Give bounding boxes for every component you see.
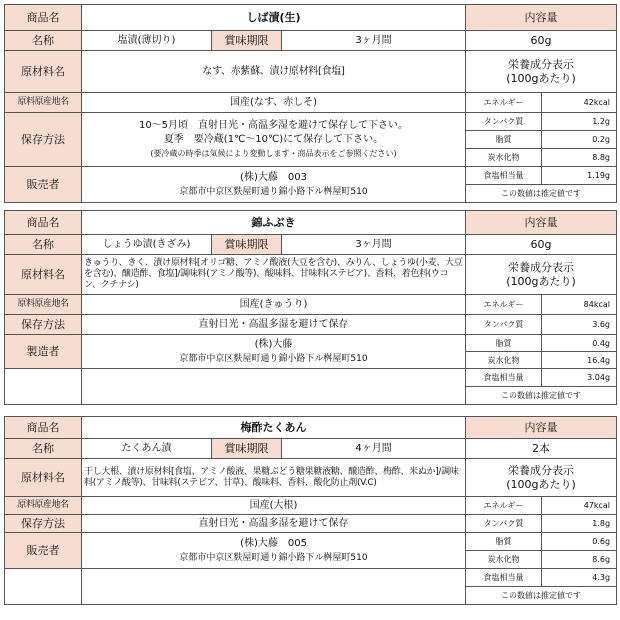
best-before-header: 賞味期限 [212,439,282,459]
storage-line: 10〜5月頃 直射日光・高温多湿を避けて保存して下さい。 [138,119,409,131]
nutrition-title [466,255,617,295]
nutrition-label: 脂質 [466,533,542,551]
nutrition-value: 84kcal [542,295,617,315]
seller-header: 製造者 [5,335,82,369]
product-label-shibazuke [4,4,616,203]
estimate-note: この数値は推定値です [466,587,617,605]
nutrition-value: 8.6g [542,551,617,569]
product-name: 梅酢たくあん [82,417,466,439]
seller-value [82,533,466,569]
ingredients-value: なす、赤紫蘇、漬け原材料[食塩] [82,51,466,93]
nutrition-label: タンパク質 [466,113,542,131]
nutrition-label: 炭水化物 [466,149,542,167]
nutrition-label: 脂質 [466,131,542,149]
nutrition-label: 炭水化物 [466,352,542,369]
seller-name: (株)大藤 003 [240,171,307,183]
nutrition-value: 0.6g [542,533,617,551]
category-value: しょうゆ漬(きざみ) [82,235,212,255]
nutrition-label: 食塩相当量 [466,569,542,587]
origin-value: 国産(きゅうり) [82,295,466,315]
estimate-note: この数値は推定値です [466,185,617,203]
nutrition-value: 0.2g [542,131,617,149]
best-before-header: 賞味期限 [212,235,282,255]
blank-cell [82,569,466,605]
ingredients-header: 原材料名 [5,459,82,497]
best-before-value: 3ヶ月間 [282,31,466,51]
nutrition-title [466,51,617,93]
seller-header: 販売者 [5,167,82,203]
origin-header: 原料原産地名 [5,93,82,113]
storage-value: 直射日光・高温多湿を避けて保存 [82,515,466,533]
storage-line: 夏季 要冷蔵(1℃〜10℃)にて保存して下さい。 [163,133,384,145]
product-label-umezu-takuan [4,416,616,605]
storage-header: 保存方法 [5,515,82,533]
product-name-header: 商品名 [5,417,82,439]
nutrition-title-line2: (100gあたり) [506,71,576,85]
storage-header: 保存方法 [5,315,82,335]
origin-header: 原料原産地名 [5,295,82,315]
nutrition-value: 16.4g [542,352,617,369]
amount-value: 60g [466,31,617,51]
product-name: しば漬(生) [82,5,466,31]
ingredients-header: 原材料名 [5,255,82,295]
category-header: 名称 [5,439,82,459]
content-header: 内容量 [466,211,617,235]
product-name: 錦ふぶき [82,211,466,235]
best-before-value: 4ヶ月間 [282,439,466,459]
best-before-value: 3ヶ月間 [282,235,466,255]
nutrition-value: 0.4g [542,335,617,352]
seller-name: (株)大藤 [254,338,293,350]
nutrition-value: 3.6g [542,315,617,335]
nutrition-value: 3.04g [542,369,617,387]
nutrition-value: 4.3g [542,569,617,587]
content-header: 内容量 [466,5,617,31]
nutrition-label: 食塩相当量 [466,369,542,387]
label-table [4,4,617,203]
nutrition-label: 脂質 [466,335,542,352]
ingredients-header: 原材料名 [5,51,82,93]
best-before-header: 賞味期限 [212,31,282,51]
product-name-header: 商品名 [5,211,82,235]
seller-address: 京都市中京区麩屋町通り錦小路下ル桝屋町510 [179,353,368,364]
nutrition-label: タンパク質 [466,315,542,335]
blank-header-cell [5,569,82,605]
seller-header: 販売者 [5,533,82,569]
ingredients-value: 干し大根、漬け原材料[食塩、アミノ酸液、果糖ぶどう糖果糖液糖、醸造酢、梅酢、米ぬか]/調味料(アミノ酸等)、甘味料(ステビア、甘草)、酸味料、香料、酸化防止剤(V.C) [82,459,466,497]
nutrition-title-line2: (100gあたり) [506,477,576,491]
nutrition-value: 8.8g [542,149,617,167]
blank-header-cell [5,369,82,405]
seller-name: (株)大藤 005 [240,537,307,549]
nutrition-title [466,459,617,497]
nutrition-value: 1.8g [542,515,617,533]
nutrition-title-line1: 栄養成分表示 [508,463,575,477]
amount-value: 60g [466,235,617,255]
nutrition-value: 1.2g [542,113,617,131]
category-value: 塩漬(薄切り) [82,31,212,51]
seller-value [82,167,466,203]
nutrition-label: 炭水化物 [466,551,542,569]
origin-value: 国産(大根) [82,497,466,515]
origin-header: 原料原産地名 [5,497,82,515]
storage-line: (要冷蔵の時季は気候により変動します・商品表示をご参照ください) [150,148,397,158]
category-header: 名称 [5,31,82,51]
label-table [4,210,617,405]
product-label-nishiki-fubuki [4,210,616,405]
seller-value [82,335,466,369]
storage-value [82,113,466,167]
storage-value: 直射日光・高温多湿を避けて保存 [82,315,466,335]
storage-header: 保存方法 [5,113,82,167]
seller-address: 京都市中京区麩屋町通り錦小路下ル桝屋町510 [179,186,368,197]
nutrition-value: 47kcal [542,497,617,515]
nutrition-title-line2: (100gあたり) [506,274,576,288]
category-header: 名称 [5,235,82,255]
blank-cell [82,369,466,405]
nutrition-title-line1: 栄養成分表示 [508,57,574,71]
content-header: 内容量 [466,417,617,439]
category-value: たくあん漬 [82,439,212,459]
nutrition-title-line1: 栄養成分表示 [508,260,575,274]
label-table [4,416,617,605]
amount-value: 2本 [466,439,617,459]
nutrition-label: エネルギー [466,295,542,315]
origin-value: 国産(なす、赤しそ) [82,93,466,113]
estimate-note: この数値は推定値です [466,387,617,405]
seller-address: 京都市中京区麩屋町通り錦小路下ル桝屋町510 [179,552,368,563]
nutrition-value: 1.19g [542,167,617,185]
nutrition-label: 食塩相当量 [466,167,542,185]
nutrition-label: エネルギー [466,93,542,113]
nutrition-label: エネルギー [466,497,542,515]
nutrition-value: 42kcal [542,93,617,113]
nutrition-label: タンパク質 [466,515,542,533]
product-name-header: 商品名 [5,5,82,31]
ingredients-value: きゅうり、きく、漬け原材料[オリゴ糖、アミノ酸液(大豆を含む)、みりん、しょうゆ(小麦、大豆を含む)、醸造酢、食塩]/調味料(アミノ酸等)、酸味料、甘味料(ステビア)、香料、着色料(ウコン、クチナシ) [82,255,466,295]
